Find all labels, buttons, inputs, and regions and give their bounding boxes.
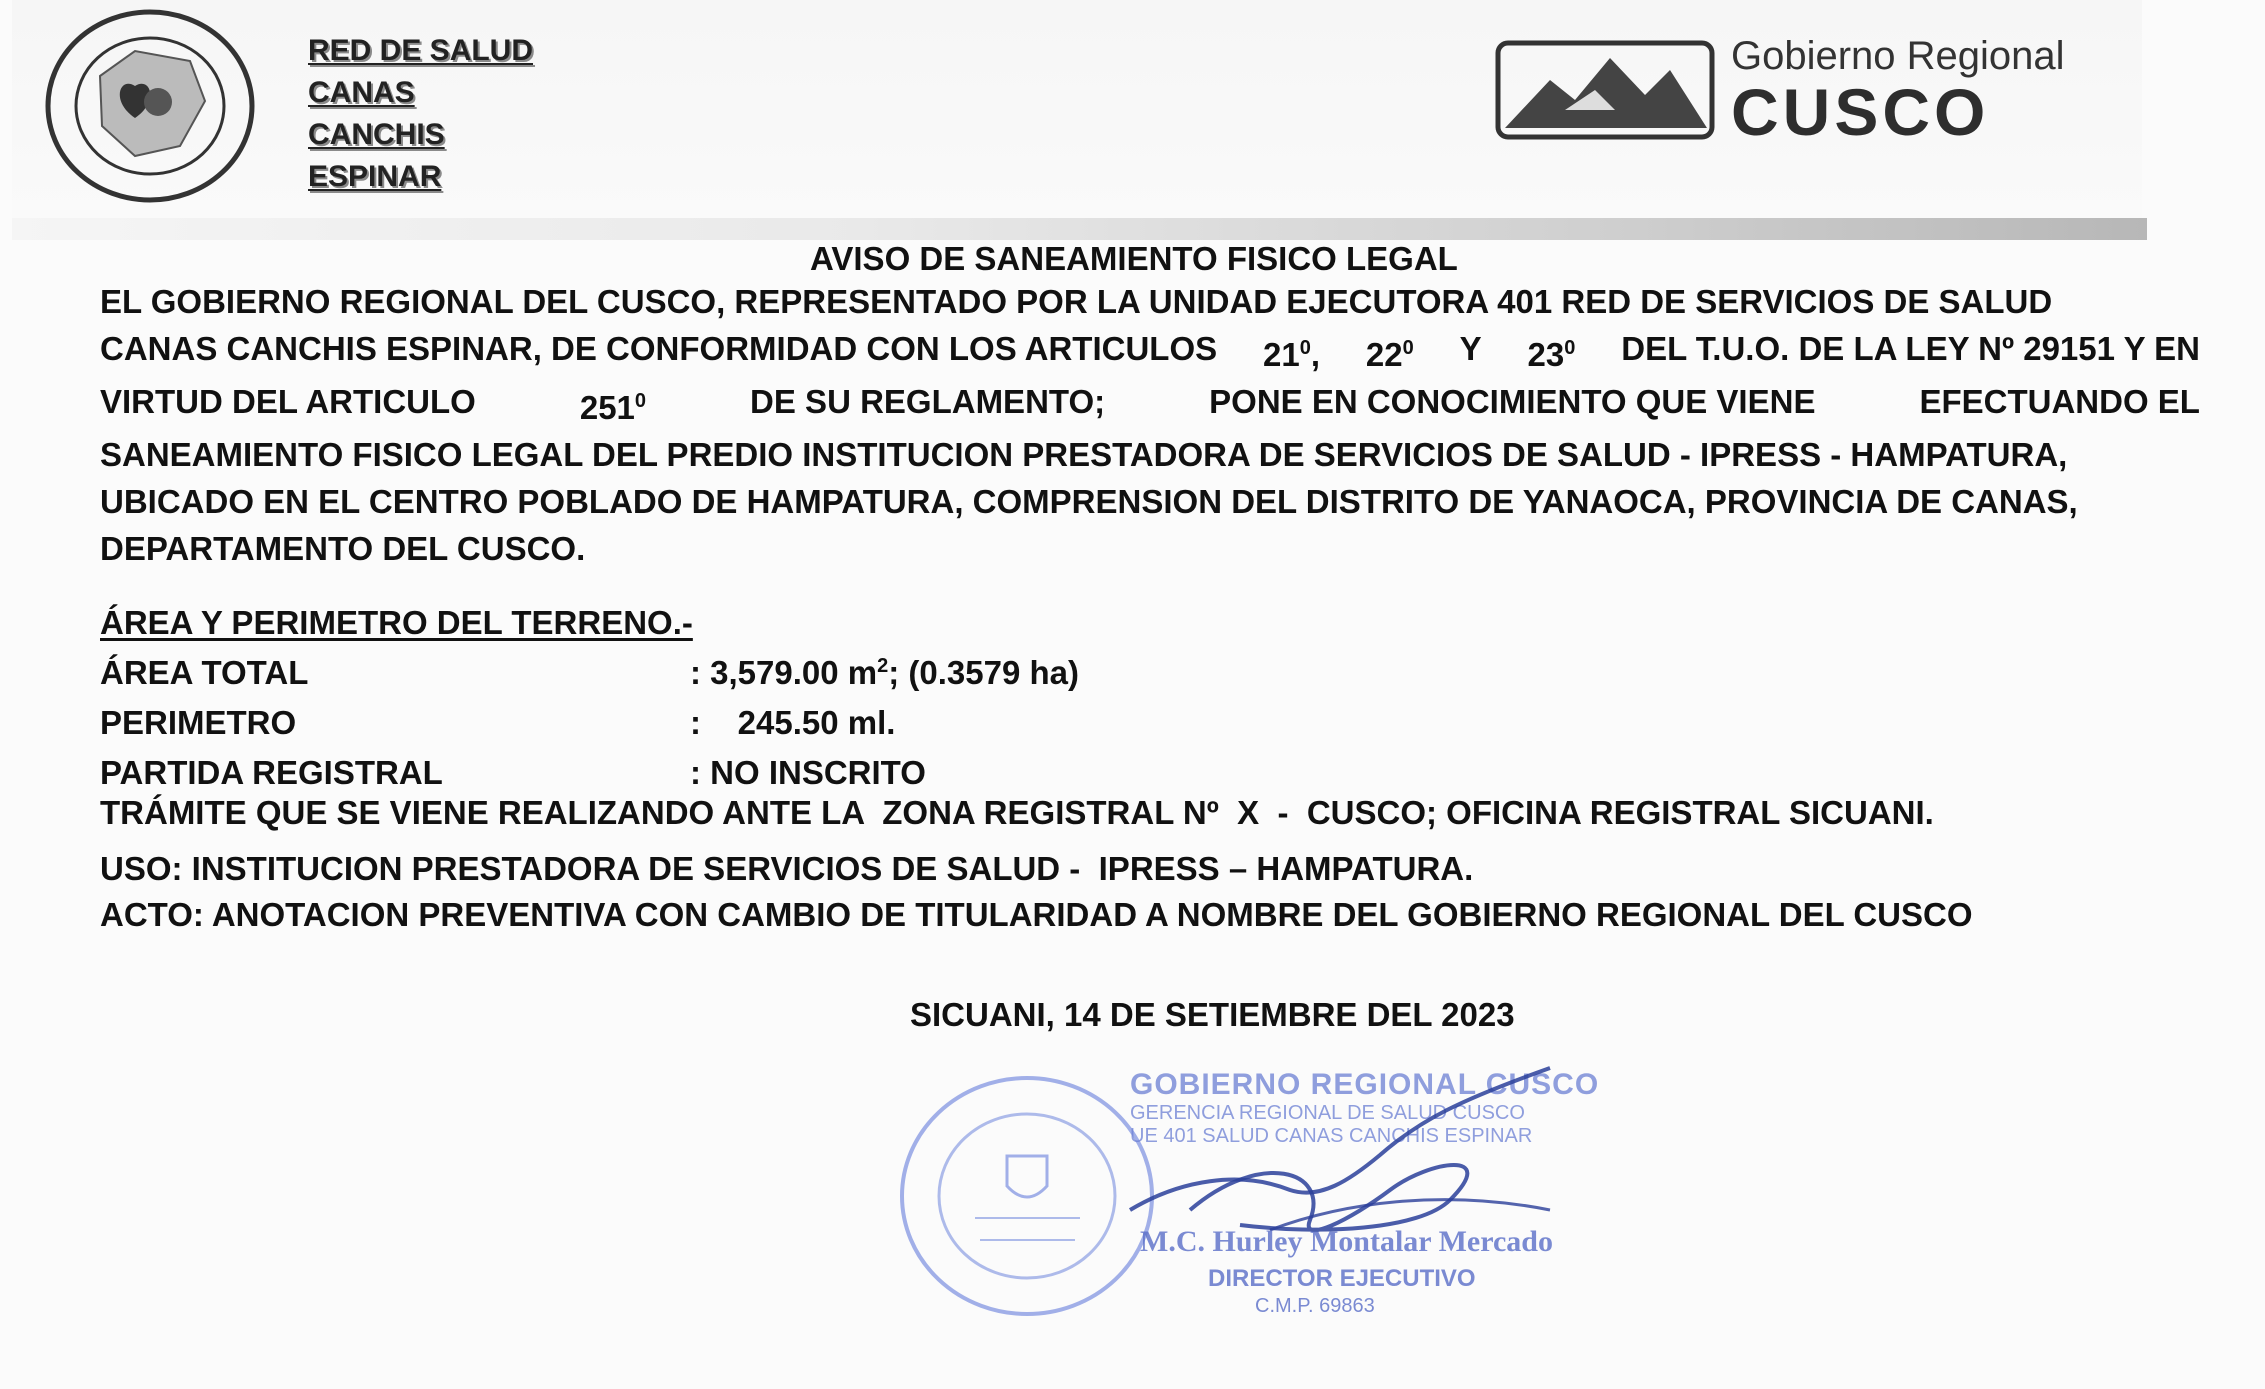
field-label: PARTIDA REGISTRAL (100, 754, 443, 791)
paragraph-text: SANEAMIENTO FISICO LEGAL DEL PREDIO INSTITUCION PRESTADORA DE SERVICIOS DE SALUD - IPRESS - HAMPATURA, (100, 436, 2068, 473)
field-label: ÁREA TOTAL (100, 654, 309, 691)
logo-line-2: CUSCO (1731, 75, 1990, 149)
paragraph-text: PONE EN CONOCIMIENTO QUE VIENE (1209, 383, 1816, 420)
signer-title: DIRECTOR EJECUTIVO (1208, 1265, 1476, 1292)
field-partida-registral (100, 754, 926, 792)
paragraph-line (100, 278, 2200, 325)
stamp-line-3: UE 401 SALUD CANAS CANCHIS ESPINAR (1130, 1125, 1533, 1147)
paragraph-line (100, 478, 2200, 525)
paragraph-line (100, 378, 2200, 431)
logo-line-1: Gobierno Regional (1731, 34, 2065, 78)
org-line-3: CANCHIS (308, 118, 445, 151)
place-date: SICUANI, 14 DE SETIEMBRE DEL 2023 (910, 996, 1515, 1033)
field-value: : 3,579.00 $m^2$; (0.3579 ha) (690, 654, 1079, 691)
paragraph-text: CANAS CANCHIS ESPINAR, DE CONFORMIDAD CON LOS ARTICULOS (100, 330, 1218, 367)
gobierno-regional-cusco-logo (1495, 30, 2065, 149)
field-value: : 245.50 ml. (690, 704, 896, 741)
paragraph-text: $251^0$ (579, 389, 647, 426)
org-line-2: CANAS (308, 76, 415, 109)
tramite-line: TRÁMITE QUE SE VIENE REALIZANDO ANTE LA ZONA REGISTRAL Nº X - CUSCO; OFICINA REGISTRAL SICUANI. (100, 794, 1934, 831)
paragraph-line (100, 431, 2200, 478)
signer-cmp: C.M.P. 69863 (1255, 1295, 1375, 1317)
red-de-salud-seal-logo (40, 6, 260, 206)
notice-paragraph (100, 278, 2200, 572)
org-name-block (308, 30, 533, 198)
field-perimetro (100, 704, 895, 742)
paragraph-text: DE SU REGLAMENTO; (750, 383, 1106, 420)
paragraph-line (100, 325, 2200, 378)
paragraph-text: DEL T.U.O. DE LA LEY Nº 29151 Y EN (1621, 330, 2200, 367)
paragraph-text: $22^0$ (1365, 336, 1414, 373)
paragraph-text: Y (1459, 330, 1482, 367)
mountain-logo-icon (1495, 40, 1715, 140)
org-line-1: RED DE SALUD (308, 34, 534, 67)
paragraph-text: UBICADO EN EL CENTRO POBLADO DE HAMPATURA, COMPRENSION DEL DISTRITO DE YANAOCA, PROVINCIA DE CANAS, (100, 483, 2078, 520)
field-area-total (100, 654, 1079, 692)
paragraph-text: DEPARTAMENTO DEL CUSCO. (100, 530, 586, 567)
paragraph-text: VIRTUD DEL ARTICULO (100, 383, 476, 420)
paragraph-text: $23^0$ (1527, 336, 1576, 373)
stamp-line-1: GOBIERNO REGIONAL CUSCO (1130, 1068, 1600, 1101)
uso-line: USO: INSTITUCION PRESTADORA DE SERVICIOS DE SALUD - IPRESS – HAMPATURA. (100, 850, 1474, 887)
field-label: PERIMETRO (100, 704, 297, 741)
org-line-4: ESPINAR (308, 160, 442, 193)
document-title: AVISO DE SANEAMIENTO FISICO LEGAL (810, 240, 1458, 277)
paragraph-line (100, 525, 2200, 572)
area-perimeter-heading: ÁREA Y PERIMETRO DEL TERRENO.- (100, 604, 693, 641)
acto-line: ACTO: ANOTACION PREVENTIVA CON CAMBIO DE TITULARIDAD A NOMBRE DEL GOBIERNO REGIONAL DEL CUSCO (100, 896, 1973, 933)
paragraph-text: EL GOBIERNO REGIONAL DEL CUSCO, REPRESENTADO POR LA UNIDAD EJECUTORA 401 RED DE SERVICIOS DE SALUD (100, 283, 2053, 320)
paragraph-text: $21^0$, (1263, 336, 1321, 373)
field-value: : NO INSCRITO (690, 754, 926, 791)
paragraph-text: EFECTUANDO EL (1919, 383, 2200, 420)
signer-name: M.C. Hurley Montalar Mercado (1140, 1225, 1553, 1258)
header-divider (12, 218, 2147, 240)
stamp-line-2: GERENCIA REGIONAL DE SALUD CUSCO (1130, 1102, 1525, 1124)
